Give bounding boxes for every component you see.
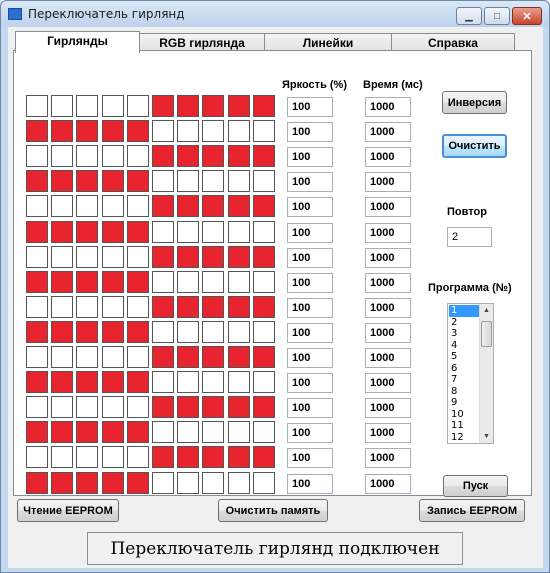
led-cell[interactable] <box>202 221 224 243</box>
led-cell[interactable] <box>152 321 174 343</box>
led-cell[interactable] <box>228 246 250 268</box>
led-cell[interactable] <box>76 421 98 443</box>
led-cell[interactable] <box>76 170 98 192</box>
brightness-input[interactable]: 100 <box>287 323 333 343</box>
led-cell[interactable] <box>228 195 250 217</box>
led-cell[interactable] <box>253 170 275 192</box>
time-input[interactable]: 1000 <box>365 448 411 468</box>
program-list-item[interactable]: 5 <box>451 351 458 362</box>
led-cell[interactable] <box>253 296 275 318</box>
led-cell[interactable] <box>127 421 149 443</box>
program-listbox[interactable] <box>447 303 494 444</box>
led-cell[interactable] <box>51 446 73 468</box>
time-input[interactable]: 1000 <box>365 248 411 268</box>
led-cell[interactable] <box>51 271 73 293</box>
led-cell[interactable] <box>152 170 174 192</box>
led-cell[interactable] <box>26 472 48 494</box>
led-cell[interactable] <box>152 195 174 217</box>
led-cell[interactable] <box>152 221 174 243</box>
led-cell[interactable] <box>127 120 149 142</box>
led-cell[interactable] <box>102 271 124 293</box>
led-cell[interactable] <box>177 221 199 243</box>
program-label: Программа (№) <box>428 282 512 294</box>
led-cell[interactable] <box>26 221 48 243</box>
led-cell[interactable] <box>127 195 149 217</box>
led-cell[interactable] <box>102 221 124 243</box>
led-cell[interactable] <box>228 346 250 368</box>
brightness-input[interactable]: 100 <box>287 223 333 243</box>
brightness-input[interactable]: 100 <box>287 273 333 293</box>
led-cell[interactable] <box>76 195 98 217</box>
led-cell[interactable] <box>127 346 149 368</box>
brightness-input[interactable]: 100 <box>287 172 333 192</box>
led-cell[interactable] <box>202 120 224 142</box>
led-cell[interactable] <box>177 446 199 468</box>
led-cell[interactable] <box>253 472 275 494</box>
led-cell[interactable] <box>51 371 73 393</box>
led-cell[interactable] <box>152 446 174 468</box>
led-cell[interactable] <box>177 170 199 192</box>
time-input[interactable]: 1000 <box>365 298 411 318</box>
led-cell[interactable] <box>177 421 199 443</box>
led-cell[interactable] <box>127 296 149 318</box>
brightness-input[interactable]: 100 <box>287 298 333 318</box>
program-list-item[interactable]: 6 <box>451 362 458 374</box>
led-cell[interactable] <box>102 246 124 268</box>
led-cell[interactable] <box>177 396 199 418</box>
led-cell[interactable] <box>202 246 224 268</box>
led-cell[interactable] <box>76 120 98 142</box>
led-cell[interactable] <box>26 95 48 117</box>
led-cell[interactable] <box>76 271 98 293</box>
minimize-icon: ▁ <box>465 10 473 22</box>
led-cell[interactable] <box>127 371 149 393</box>
led-cell[interactable] <box>102 321 124 343</box>
time-input[interactable]: 1000 <box>365 423 411 443</box>
led-cell[interactable] <box>228 145 250 167</box>
led-cell[interactable] <box>202 396 224 418</box>
led-cell[interactable] <box>253 446 275 468</box>
tab-rgb-garland[interactable]: RGB гирлянда <box>139 33 265 52</box>
repeat-input[interactable]: 2 <box>447 227 492 247</box>
led-cell[interactable] <box>102 296 124 318</box>
led-cell[interactable] <box>102 346 124 368</box>
led-cell[interactable] <box>127 95 149 117</box>
led-cell[interactable] <box>202 472 224 494</box>
led-cell[interactable] <box>76 296 98 318</box>
led-cell[interactable] <box>51 195 73 217</box>
led-cell[interactable] <box>102 120 124 142</box>
clear-button[interactable]: Очистить <box>442 134 507 158</box>
led-cell[interactable] <box>202 95 224 117</box>
tab-help[interactable]: Справка <box>391 33 515 52</box>
led-cell[interactable] <box>177 296 199 318</box>
program-list-item[interactable]: 11 <box>451 420 464 431</box>
window-title: Переключатель гирлянд <box>28 7 185 21</box>
led-cell[interactable] <box>177 371 199 393</box>
led-cell[interactable] <box>102 145 124 167</box>
title-bar[interactable] <box>1 1 549 27</box>
scroll-thumb[interactable] <box>481 321 492 347</box>
led-cell[interactable] <box>26 296 48 318</box>
led-cell[interactable] <box>228 221 250 243</box>
led-cell[interactable] <box>76 246 98 268</box>
led-cell[interactable] <box>102 472 124 494</box>
program-list-item[interactable]: 12 <box>451 431 464 443</box>
status-text: Переключатель гирлянд подключен <box>110 538 440 559</box>
time-input[interactable]: 1000 <box>365 323 411 343</box>
led-cell[interactable] <box>152 421 174 443</box>
led-cell[interactable] <box>177 472 199 494</box>
led-cell[interactable] <box>26 346 48 368</box>
led-cell[interactable] <box>253 246 275 268</box>
brightness-input[interactable]: 100 <box>287 423 333 443</box>
brightness-input[interactable]: 100 <box>287 248 333 268</box>
led-cell[interactable] <box>51 95 73 117</box>
led-cell[interactable] <box>51 396 73 418</box>
led-cell[interactable] <box>26 271 48 293</box>
led-cell[interactable] <box>102 170 124 192</box>
led-cell[interactable] <box>26 321 48 343</box>
led-cell[interactable] <box>152 145 174 167</box>
tab-rulers[interactable]: Линейки <box>264 33 392 52</box>
led-cell[interactable] <box>228 446 250 468</box>
led-cell[interactable] <box>202 170 224 192</box>
led-cell[interactable] <box>51 346 73 368</box>
clear-memory-button[interactable]: Очистить память <box>218 499 328 522</box>
led-cell[interactable] <box>228 271 250 293</box>
brightness-input[interactable]: 100 <box>287 122 333 142</box>
led-cell[interactable] <box>26 145 48 167</box>
led-cell[interactable] <box>177 271 199 293</box>
program-list-item[interactable]: 2 <box>451 316 458 328</box>
led-cell[interactable] <box>76 95 98 117</box>
led-cell[interactable] <box>177 145 199 167</box>
led-cell[interactable] <box>76 346 98 368</box>
led-cell[interactable] <box>253 321 275 343</box>
led-cell[interactable] <box>51 421 73 443</box>
led-cell[interactable] <box>26 195 48 217</box>
led-cell[interactable] <box>253 371 275 393</box>
led-cell[interactable] <box>51 246 73 268</box>
led-cell[interactable] <box>26 446 48 468</box>
brightness-input[interactable]: 100 <box>287 147 333 167</box>
led-cell[interactable] <box>152 296 174 318</box>
led-cell[interactable] <box>253 95 275 117</box>
led-cell[interactable] <box>202 346 224 368</box>
led-cell[interactable] <box>152 371 174 393</box>
led-cell[interactable] <box>76 145 98 167</box>
led-cell[interactable] <box>253 221 275 243</box>
repeat-label: Повтор <box>447 206 487 218</box>
led-cell[interactable] <box>202 296 224 318</box>
read-eeprom-button[interactable]: Чтение EEPROM <box>17 499 119 522</box>
led-cell[interactable] <box>51 170 73 192</box>
program-list-item[interactable]: 3 <box>451 328 458 339</box>
led-cell[interactable] <box>51 221 73 243</box>
program-list-item[interactable]: 9 <box>451 397 458 408</box>
tab-garlands[interactable]: Гирлянды <box>15 31 140 53</box>
led-cell[interactable] <box>228 396 250 418</box>
led-cell[interactable] <box>51 472 73 494</box>
led-cell[interactable] <box>202 371 224 393</box>
tab-bar <box>15 31 514 51</box>
led-cell[interactable] <box>202 321 224 343</box>
led-cell[interactable] <box>127 221 149 243</box>
client-area <box>8 27 543 568</box>
led-cell[interactable] <box>228 296 250 318</box>
led-cell[interactable] <box>228 95 250 117</box>
led-cell[interactable] <box>127 246 149 268</box>
brightness-input[interactable]: 100 <box>287 197 333 217</box>
brightness-input[interactable]: 100 <box>287 348 333 368</box>
led-cell[interactable] <box>152 346 174 368</box>
led-cell[interactable] <box>177 346 199 368</box>
brightness-header: Яркость (%) <box>282 79 347 91</box>
led-cell[interactable] <box>253 421 275 443</box>
time-input[interactable]: 1000 <box>365 348 411 368</box>
led-cell[interactable] <box>228 371 250 393</box>
led-cell[interactable] <box>76 472 98 494</box>
brightness-input[interactable]: 100 <box>287 97 333 117</box>
led-cell[interactable] <box>228 321 250 343</box>
time-input[interactable]: 1000 <box>365 97 411 117</box>
led-cell[interactable] <box>127 472 149 494</box>
time-input[interactable]: 1000 <box>365 273 411 293</box>
led-cell[interactable] <box>152 120 174 142</box>
led-cell[interactable] <box>228 421 250 443</box>
led-cell[interactable] <box>202 446 224 468</box>
time-input[interactable]: 1000 <box>365 398 411 418</box>
led-cell[interactable] <box>102 421 124 443</box>
close-button[interactable] <box>512 7 542 25</box>
led-cell[interactable] <box>253 396 275 418</box>
start-button[interactable]: Пуск <box>443 475 508 497</box>
led-cell[interactable] <box>228 472 250 494</box>
status-bar <box>87 532 463 565</box>
time-input[interactable]: 1000 <box>365 223 411 243</box>
program-scrollbar[interactable] <box>479 304 493 443</box>
led-cell[interactable] <box>177 195 199 217</box>
time-input[interactable]: 1000 <box>365 122 411 142</box>
led-cell[interactable] <box>177 321 199 343</box>
time-input[interactable]: 1000 <box>365 197 411 217</box>
led-cell[interactable] <box>26 246 48 268</box>
led-cell[interactable] <box>152 396 174 418</box>
led-cell[interactable] <box>76 396 98 418</box>
led-cell[interactable] <box>127 271 149 293</box>
led-cell[interactable] <box>127 145 149 167</box>
time-input[interactable]: 1000 <box>365 172 411 192</box>
led-cell[interactable] <box>253 120 275 142</box>
led-cell[interactable] <box>51 145 73 167</box>
led-cell[interactable] <box>228 170 250 192</box>
led-cell[interactable] <box>253 195 275 217</box>
led-cell[interactable] <box>26 371 48 393</box>
brightness-input[interactable]: 100 <box>287 448 333 468</box>
scroll-up-icon[interactable]: ▲ <box>483 307 490 314</box>
led-cell[interactable] <box>177 246 199 268</box>
led-cell[interactable] <box>102 446 124 468</box>
led-cell[interactable] <box>127 170 149 192</box>
program-list-item[interactable]: 7 <box>451 374 458 385</box>
program-list-item[interactable]: 1 <box>449 305 479 317</box>
led-cell[interactable] <box>26 120 48 142</box>
led-cell[interactable] <box>26 170 48 192</box>
write-eeprom-button[interactable]: Запись EEPROM <box>419 499 525 522</box>
brightness-input[interactable]: 100 <box>287 398 333 418</box>
led-cell[interactable] <box>102 195 124 217</box>
program-list-item[interactable]: 4 <box>451 339 458 351</box>
app-icon <box>8 8 22 20</box>
led-cell[interactable] <box>177 120 199 142</box>
led-cell[interactable] <box>253 145 275 167</box>
brightness-input[interactable]: 100 <box>287 373 333 393</box>
time-header: Время (мс) <box>363 79 423 91</box>
minimize-button[interactable] <box>456 7 482 25</box>
program-list-items <box>449 305 479 443</box>
led-cell[interactable] <box>76 221 98 243</box>
led-cell[interactable] <box>152 472 174 494</box>
led-cell[interactable] <box>76 321 98 343</box>
led-cell[interactable] <box>102 95 124 117</box>
time-input[interactable]: 1000 <box>365 147 411 167</box>
scroll-down-icon[interactable]: ▼ <box>483 433 490 440</box>
led-cell[interactable] <box>202 145 224 167</box>
led-cell[interactable] <box>76 371 98 393</box>
led-cell[interactable] <box>127 321 149 343</box>
time-input[interactable]: 1000 <box>365 474 411 494</box>
maximize-button[interactable] <box>484 7 510 25</box>
led-cell[interactable] <box>26 421 48 443</box>
led-cell[interactable] <box>152 271 174 293</box>
led-cell[interactable] <box>51 321 73 343</box>
led-cell[interactable] <box>253 271 275 293</box>
led-cell[interactable] <box>253 346 275 368</box>
led-cell[interactable] <box>127 396 149 418</box>
led-cell[interactable] <box>51 296 73 318</box>
led-cell[interactable] <box>228 120 250 142</box>
led-cell[interactable] <box>76 446 98 468</box>
tab-panel-garlands <box>13 50 532 496</box>
led-cell[interactable] <box>152 246 174 268</box>
program-list-item[interactable]: 10 <box>451 408 464 420</box>
led-cell[interactable] <box>26 396 48 418</box>
invert-button[interactable]: Инверсия <box>442 91 507 114</box>
led-cell[interactable] <box>202 195 224 217</box>
led-cell[interactable] <box>202 271 224 293</box>
led-cell[interactable] <box>177 95 199 117</box>
led-cell[interactable] <box>152 95 174 117</box>
led-cell[interactable] <box>102 371 124 393</box>
led-cell[interactable] <box>102 396 124 418</box>
program-list-item[interactable]: 8 <box>451 385 458 397</box>
close-icon: ✕ <box>522 10 532 23</box>
led-cell[interactable] <box>202 421 224 443</box>
maximize-icon: □ <box>493 10 501 22</box>
time-input[interactable]: 1000 <box>365 373 411 393</box>
led-cell[interactable] <box>127 446 149 468</box>
brightness-input[interactable]: 100 <box>287 474 333 494</box>
led-cell[interactable] <box>51 120 73 142</box>
